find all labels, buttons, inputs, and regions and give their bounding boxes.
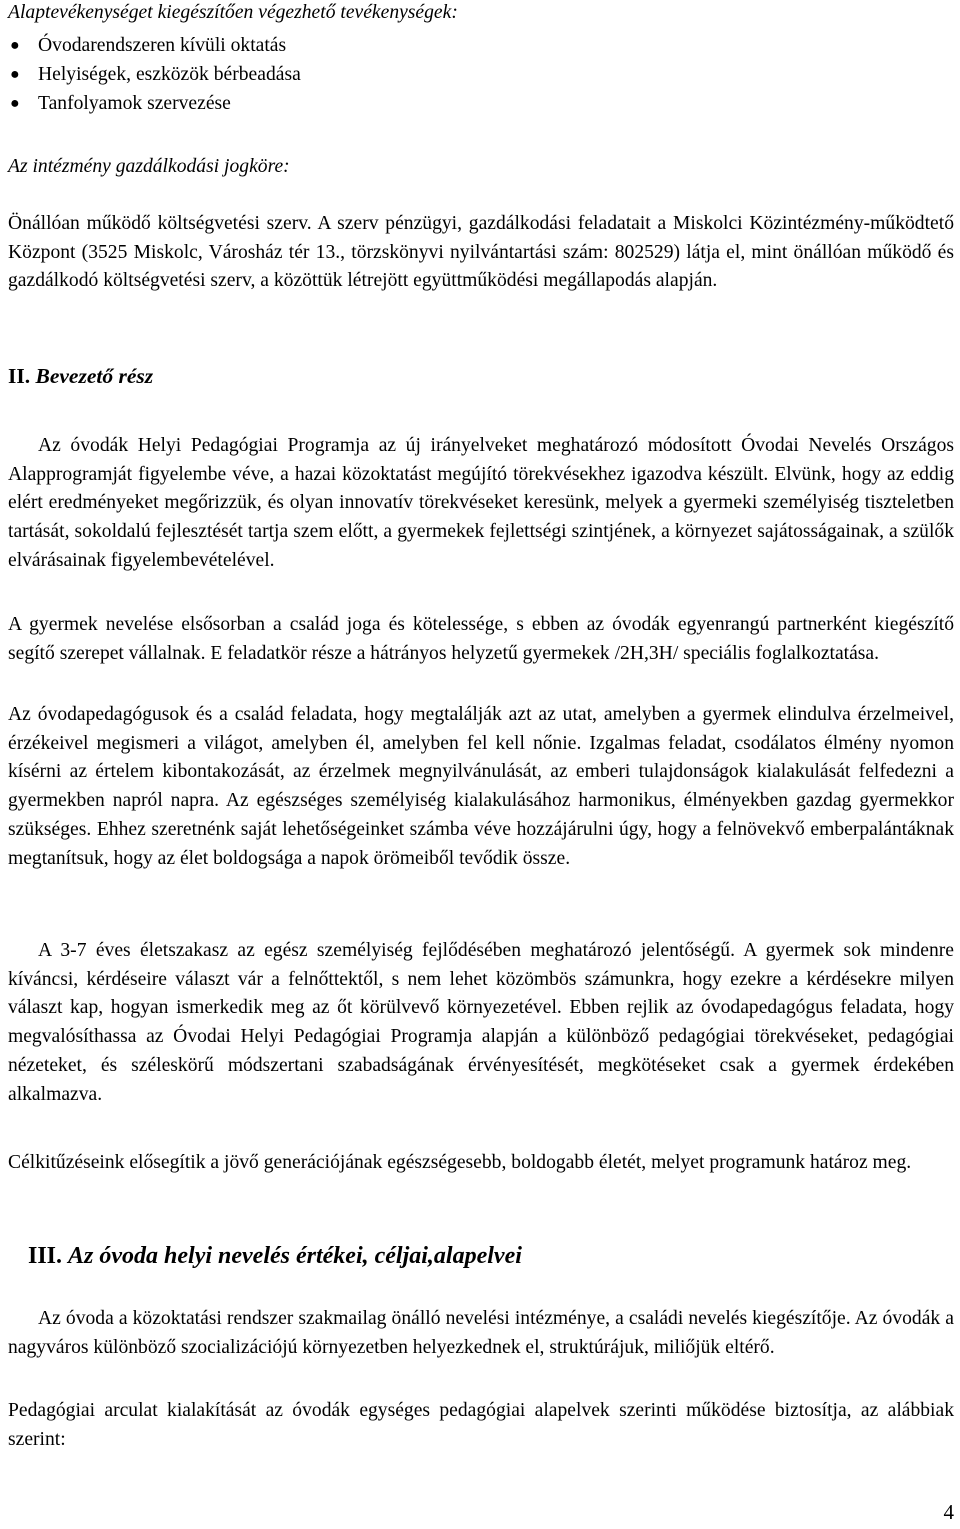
section-heading-3 bbox=[28, 1243, 948, 1270]
section2-paragraph-3: Az óvodapedagógusok és a család feladata, hogy megtalálják azt az utat, amelyben a gyermek elindulva érzelmeivel, érzékeivel megismeri a világot, amelyben él, amelyben fel kell nőnie. Izgalmas feladat, csodálatos élmény nyomon kísérni az értelem kibontakozását, az érzelmek megnyilvánulását, az emberi tulajdonságok kialakulását felfedezni a gyermekben napról napra. Az egészséges személyiség kialakulásához harmonikus, élményekben gazdag gyermekkor szükséges. Ehhez szeretnénk saját lehetőségeinket számba véve hozzájárulni úgy, hogy a felnövekvő emberpalántáknak megtanítsuk, hogy az élet boldogsága a napok örömeiből tevődik össze. bbox=[8, 704, 954, 869]
list-item: ● Óvodarendszeren kívüli oktatás bbox=[8, 31, 301, 60]
section-heading-2 bbox=[8, 364, 954, 389]
management-paragraph: Önállóan működő költségvetési szerv. A szerv pénzügyi, gazdálkodási feladatait a Miskolci Közintézmény-működtető Központ (3525 Miskolc, Városház tér 13., törzskönyvi nyilvántartási szám: 802529) látja el, mint önállóan működő és gazdálkodó költségvetési szerv, a közöttük létrejött együttműködési megállapodás alapján. bbox=[8, 213, 954, 292]
list-item: ● Helyiségek, eszközök bérbeadása bbox=[8, 60, 301, 89]
section-number: II. bbox=[8, 364, 31, 388]
bullet-icon: ● bbox=[10, 66, 20, 83]
section2-paragraph-2: A gyermek nevelése elsősorban a család joga és kötelessége, s ebben az óvodák egyenrangú partnerként kiegészítő segítő szerepet vállalnak. E feladatkör része a hátrányos helyzetű gyermekek /2H,3H/ speciális foglalkoztatása. bbox=[8, 614, 954, 664]
bullet-icon: ● bbox=[10, 95, 20, 112]
side-activities-label: Alaptevékenységet kiegészítően végezhető tevékenységek: bbox=[8, 2, 458, 23]
section3-paragraph-1: Az óvoda a közoktatási rendszer szakmailag önálló nevelési intézménye, a családi nevelés kiegészítője. Az óvodák a nagyváros különböző szocializációjú környezetben helyezkednek el, struktúrájuk, miliőjük eltérő. bbox=[8, 1308, 954, 1358]
section2-paragraph-4: A 3-7 éves életszakasz az egész személyiség fejlődésében meghatározó jelentőségű. A gyermek sok mindenre kíváncsi, kérdéseire választ vár a felnőttektől, s nem lehet közömbös számunkra, hogy ezekre a kérdésekre milyen választ kap, hogyan ismerkedik meg az őt körülvevő környezetével. Ebben rejlik az óvodapedagógus feladata, hogy megvalósíthassa az Óvodai Helyi Pedagógiai Programja alapján a különböző pedagógiai törekvéseket, pedagógiai nézeteket, és széleskörű módszertani szabadságának érvényesítését, megkötéseket csak a gyermek érdekében alkalmazva. bbox=[8, 940, 954, 1105]
section2-paragraph-1: Az óvodák Helyi Pedagógiai Programja az új irányelveket meghatározó módosított Óvodai Nevelés Országos Alapprogramját figyelembe véve, a hazai közoktatást megújító törekvésekhez igazodva készült. Elvünk, hogy az eddig elért eredményeket megőrizzük, és olyan innovatív törekvéseket keresünk, melyek a gyermeki személyiség tiszteletben tartását, sokoldalú fejlesztését tartja szem előtt, a gyermekek fejlettségi szintjének, a környezet sajátosságainak, a szülők elvárásainak figyelembevételével. bbox=[8, 435, 954, 571]
section-number: III. bbox=[28, 1243, 63, 1269]
list-item: ● Tanfolyamok szervezése bbox=[8, 89, 301, 118]
page-number: 4 bbox=[943, 1500, 954, 1524]
bullet-icon: ● bbox=[10, 37, 20, 54]
side-activities-list bbox=[8, 31, 301, 118]
section2-paragraph-5: Célkitűzéseink elősegítik a jövő generációjának egészségesebb, boldogabb életét, melyet programunk határoz meg. bbox=[8, 1152, 912, 1173]
section-title: Az óvoda helyi nevelés értékei, céljai,alapelvei bbox=[68, 1243, 522, 1269]
section-title: Bevezető rész bbox=[35, 364, 154, 388]
management-heading: Az intézmény gazdálkodási jogköre: bbox=[8, 156, 290, 177]
section3-paragraph-2: Pedagógiai arculat kialakítását az óvodák egységes pedagógiai alapelvek szerinti működése biztosítja, az alábbiak szerint: bbox=[8, 1400, 954, 1450]
